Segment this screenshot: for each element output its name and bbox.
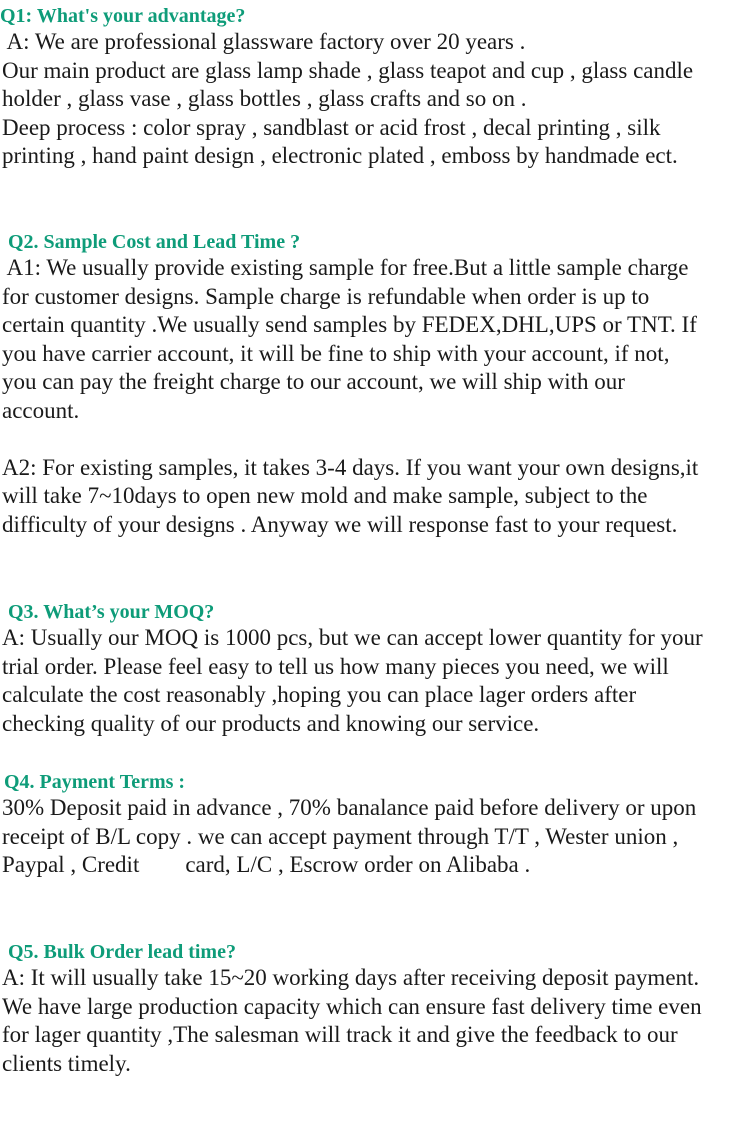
faq-item-4 [0,770,750,880]
faq-question-3: Q3. What’s your MOQ? [8,601,215,623]
faq-question-2: Q2. Sample Cost and Lead Time ? [8,231,301,253]
faq-answer-line: trial order. Please feel easy to tell us how many pieces you need, we will [2,653,669,679]
faq-answer-line: A1: We usually provide existing sample for free.But a little sample charge [2,255,689,280]
faq-answer-line: difficulty of your designs . Anyway we will response fast to your request. [2,511,678,537]
faq-item-1 [0,4,750,171]
faq-answer-line: for lager quantity ,The salesman will track it and give the feedback to our [2,1022,678,1047]
faq-answer-line: 30% Deposit paid in advance , 70% banalance paid before delivery or upon [2,795,697,820]
faq-answer-line: holder , glass vase , glass bottles , glass crafts and so on . [2,86,527,111]
faq-question-1: Q1: What's your advantage? [0,5,246,27]
faq-answer-line: receipt of B/L copy . we can accept payment through T/T , Wester union , [2,823,679,849]
faq-answer-line: for customer designs. Sample charge is refundable when order is up to [2,283,650,309]
faq-answer-line: printing , hand paint design , electronic plated , emboss by handmade ect. [2,143,678,168]
faq-answer-line: you can pay the freight charge to our account, we will ship with our [2,369,625,394]
faq-question-5: Q5. Bulk Order lead time? [8,941,236,963]
faq-answer-line: A: We are professional glassware factory over 20 years . [2,29,526,54]
faq-answer-line: certain quantity .We usually send samples by FEDEX,DHL,UPS or TNT. If [2,312,697,337]
faq-answer-line: calculate the cost reasonably ,hoping you can place lager orders after [2,682,637,707]
faq-item-3 [0,600,750,738]
faq-answer-line: We have large production capacity which can ensure fast delivery time even [2,993,702,1019]
faq-answer-line: will take 7~10days to open new mold and make sample, subject to the [2,483,648,508]
faq-question-4: Q4. Payment Terms : [4,771,186,793]
faq-answer-line: you have carrier account, it will be fine to ship with your account, if not, [2,340,670,366]
faq-answer-line: account. [2,397,80,423]
faq-answer-line: checking quality of our products and knowing our service. [2,710,540,736]
paragraph-spacer [0,425,750,454]
faq-answer-line: A2: For existing samples, it takes 3-4 days. If you want your own designs,it [2,454,699,480]
faq-item-5 [0,940,750,1078]
faq-answer-line: Paypal , Credit card, L/C , Escrow order on Alibaba . [2,852,531,877]
faq-answer-line: A: It will usually take 15~20 working days after receiving deposit payment. [2,965,700,990]
faq-answer-line: clients timely. [2,1050,131,1076]
faq-answer-line: A: Usually our MOQ is 1000 pcs, but we can accept lower quantity for your [2,625,703,650]
faq-item-2 [0,230,750,539]
faq-answer-line: Our main product are glass lamp shade , glass teapot and cup , glass candle [2,57,694,83]
faq-answer-line: Deep process : color spray , sandblast or acid frost , decal printing , silk [2,114,661,140]
